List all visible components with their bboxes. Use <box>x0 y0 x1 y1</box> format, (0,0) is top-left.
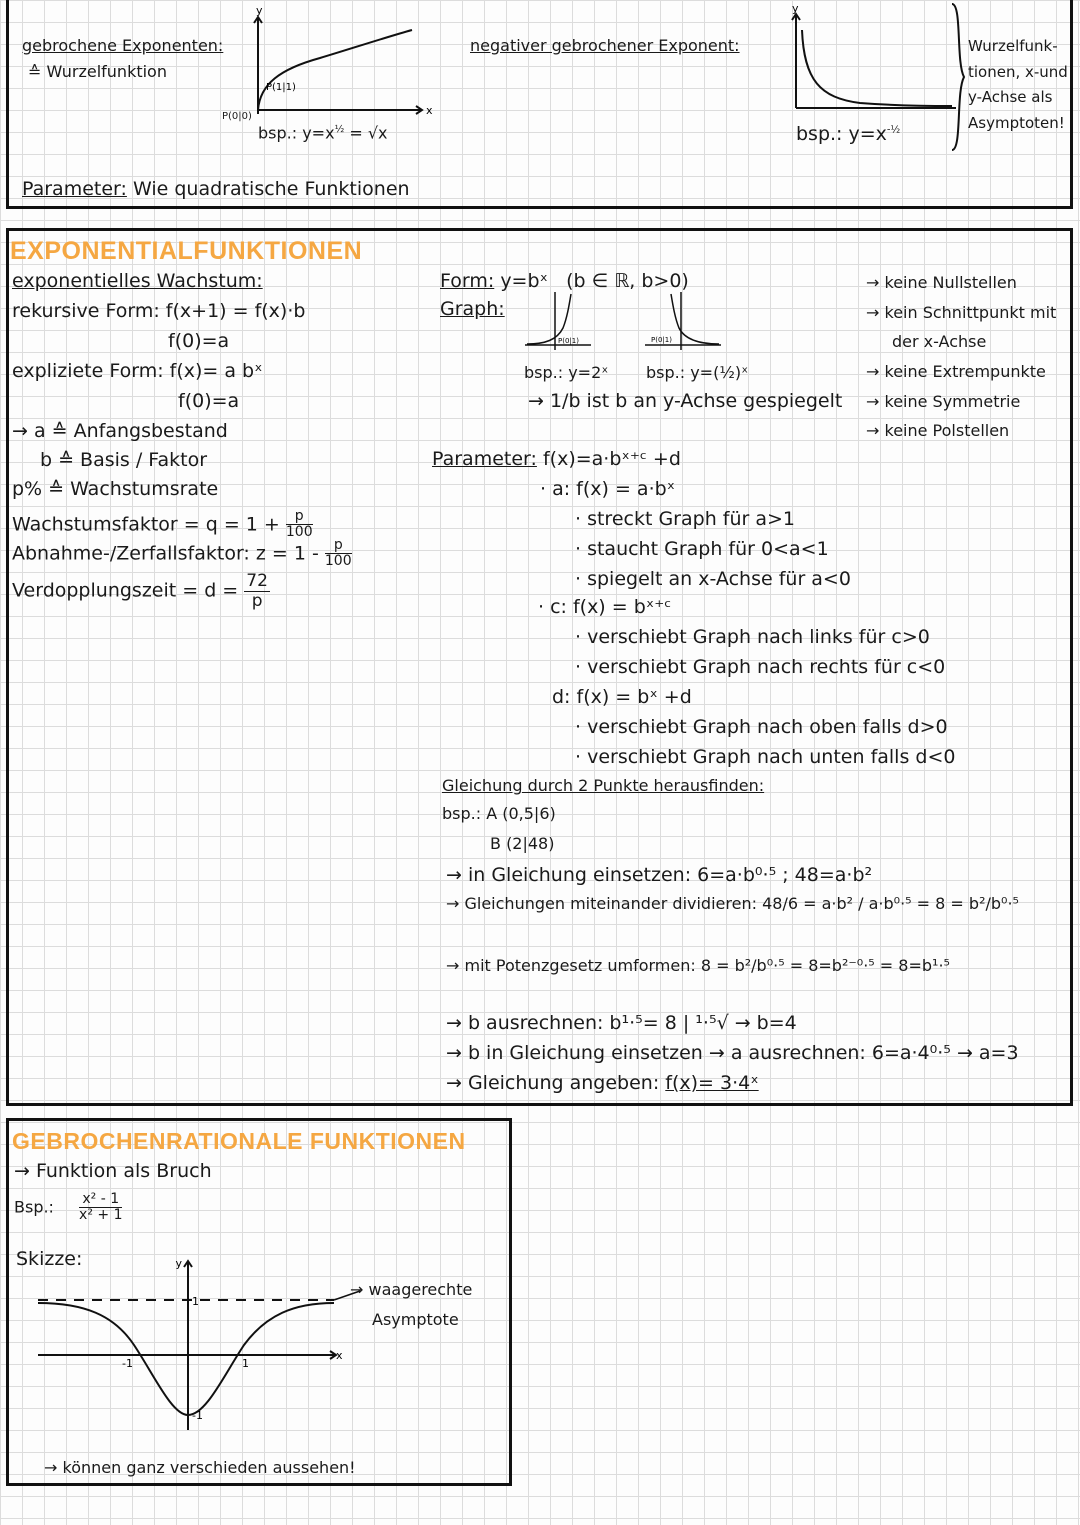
form-equation: y=bˣ <box>500 270 548 292</box>
parameter-equation <box>432 450 681 469</box>
property-6: → keine Polstellen <box>866 421 1010 440</box>
axis-y-label: y <box>792 2 799 15</box>
property-3: der x-Achse <box>892 332 987 351</box>
equation-title: Gleichung durch 2 Punkte herausfinden: <box>442 776 765 795</box>
c-item-2: · verschiebt Graph nach rechts für c<0 <box>575 656 946 678</box>
example-decay: bsp.: y=(½)ˣ <box>646 363 749 382</box>
axis-x-label: x <box>336 1349 343 1362</box>
decay-fraction <box>325 538 352 570</box>
negative-exponent-graph <box>780 2 960 110</box>
rational-sketch <box>34 1255 394 1435</box>
rational-line-1: → Funktion als Bruch <box>14 1160 212 1182</box>
param-label: Parameter: <box>432 448 537 470</box>
tick-label-top: 1 <box>192 1295 199 1308</box>
step-2-fraction: 48/6 = a·b² / a·b⁰·⁵ = 8 = b²/b⁰·⁵ <box>762 894 1019 913</box>
tick-label-min: -1 <box>192 1409 203 1422</box>
growth-frac-den: 100 <box>285 524 313 541</box>
decay-curve <box>802 30 952 106</box>
left-title: gebrochene Exponenten: <box>22 36 224 55</box>
property-4: → keine Extrempunkte <box>866 362 1046 381</box>
tick-label-neg1: -1 <box>122 1357 133 1370</box>
asymptote-label-2: Asymptote <box>372 1310 459 1329</box>
root-curve <box>258 30 412 110</box>
step-6 <box>446 1074 759 1093</box>
c-param-line: · c: f(x) = bˣ⁺ᶜ <box>538 596 672 618</box>
decay-factor-text: Abnahme-/Zerfallsfaktor: z = 1 - <box>12 542 319 565</box>
doubling-frac-num: 72 <box>246 571 268 591</box>
root-function-graph <box>240 4 440 124</box>
curly-brace <box>948 2 968 152</box>
brace-note: Wurzelfunk- tionen, x-und y-Achse als Asymptoten! <box>968 37 1068 132</box>
doubling-frac-den: p <box>251 590 263 611</box>
recursive-form: rekursive Form: f(x+1) = f(x)·b <box>12 300 306 322</box>
b-definition: b ≙ Basis / Faktor <box>40 449 208 471</box>
graph-point: P(0|1) <box>651 336 672 344</box>
rational-curve <box>38 1303 334 1415</box>
asymptote-label-1: → waagerechte <box>350 1280 473 1299</box>
a-item-2: · staucht Graph für 0<a<1 <box>575 538 829 560</box>
decay-factor <box>12 538 352 570</box>
growth-frac-num: p <box>286 509 313 525</box>
property-2: → kein Schnittpunkt mit <box>866 303 1057 322</box>
origin-label: P(0|0) <box>222 111 252 122</box>
a-item-1: · streckt Graph für a>1 <box>575 508 796 530</box>
property-1: → keine Nullstellen <box>866 273 1017 292</box>
step-3: → mit Potenzgesetz umformen: 8 = b²/b⁰·⁵ = 8=b²⁻⁰·⁵ = 8=b¹·⁵ <box>446 956 950 975</box>
rational-heading: GEBROCHENRATIONALE FUNKTIONEN <box>12 1128 466 1154</box>
left-subtitle: ≙ Wurzelfunktion <box>28 62 167 81</box>
recursive-init: f(0)=a <box>168 330 230 352</box>
step-2-text: → Gleichungen miteinander dividieren: <box>446 894 757 913</box>
mid-title: negativer gebrochener Exponent: <box>470 36 740 55</box>
left-example <box>258 125 388 141</box>
exponential-heading: EXPONENTIALFUNKTIONEN <box>10 237 363 265</box>
example-point-b: B (2|48) <box>490 834 555 853</box>
axis-y-label: y <box>175 1257 182 1270</box>
rational-ex-num: x² - 1 <box>79 1192 122 1208</box>
growth-fraction <box>286 509 313 541</box>
doubling-text: Verdopplungszeit = d = <box>12 579 239 602</box>
axis-x-label: x <box>426 104 433 117</box>
param-eq: f(x)=a·bˣ⁺ᶜ +d <box>542 448 681 470</box>
axis-y-label: y <box>256 4 263 17</box>
d-param-line: d: f(x) = bˣ +d <box>552 686 692 708</box>
rational-footer: → können ganz verschieden aussehen! <box>44 1458 356 1477</box>
exp-graph-decay <box>645 290 725 352</box>
left-example-text: bsp.: y=x <box>258 123 335 143</box>
form-condition: (b ∈ ℝ, b>0) <box>566 270 689 292</box>
step-6-result: f(x)= 3·4ˣ <box>665 1072 759 1094</box>
a-item-3: · spiegelt an x-Achse für a<0 <box>575 568 851 590</box>
decay-frac-num: p <box>325 538 352 554</box>
c-item-1: · verschiebt Graph nach links für c>0 <box>575 626 930 648</box>
mid-example-exp: -½ <box>886 124 901 136</box>
rational-example <box>14 1192 122 1224</box>
graph-point: P(0|1) <box>558 337 579 345</box>
step-6-text: → Gleichung angeben: <box>446 1072 660 1094</box>
example-point-a: bsp.: A (0,5|6) <box>442 804 556 823</box>
doubling-fraction <box>244 572 270 610</box>
d-item-1: · verschiebt Graph nach oben falls d>0 <box>575 716 948 738</box>
doubling-time <box>12 572 270 610</box>
left-example-root: = √x <box>349 123 388 143</box>
step-2 <box>446 896 1019 912</box>
mid-example-text: bsp.: y=x <box>796 123 887 145</box>
step-5: → b in Gleichung einsetzen → a ausrechnen: 6=a·4⁰·⁵ → a=3 <box>446 1042 1019 1064</box>
parameter-line <box>22 180 410 199</box>
form-label: Form: <box>440 270 495 292</box>
point-label: P(1|1) <box>266 82 296 93</box>
graph-label: Graph: <box>440 298 505 320</box>
a-param-line: · a: f(x) = a·bˣ <box>540 478 676 500</box>
rational-ex-den: x² + 1 <box>79 1207 123 1224</box>
rational-ex-label: Bsp.: <box>14 1197 54 1217</box>
d-item-2: · verschiebt Graph nach unten falls d<0 <box>575 746 956 768</box>
step-4: → b ausrechnen: b¹·⁵= 8 | ¹·⁵√ → b=4 <box>446 1012 797 1034</box>
rational-ex-fraction <box>79 1192 122 1224</box>
example-growth: bsp.: y=2ˣ <box>524 363 609 382</box>
mid-example <box>796 125 900 144</box>
p-definition: p% ≙ Wachstumsrate <box>12 478 219 500</box>
decay-frac-den: 100 <box>324 553 352 570</box>
sketch-label: Skizze: <box>16 1248 83 1270</box>
left-example-exp: ½ <box>334 124 345 135</box>
growth-factor-text: Wachstumsfaktor = q = 1 + <box>12 513 280 536</box>
explicit-form: expliziete Form: f(x)= a bˣ <box>12 360 263 382</box>
explicit-init: f(0)=a <box>178 390 240 412</box>
a-definition: → a ≙ Anfangsbestand <box>12 420 228 442</box>
growth-factor <box>12 509 313 541</box>
decay-curve <box>671 294 719 344</box>
mirror-note: → 1/b ist b an y-Achse gespiegelt <box>528 390 843 412</box>
parameter-label: Parameter: <box>22 178 127 200</box>
growth-title: exponentielles Wachstum: <box>12 270 263 292</box>
property-5: → keine Symmetrie <box>866 392 1021 411</box>
form-line <box>440 272 689 291</box>
exp-graph-growth <box>525 290 595 352</box>
tick-label-pos1: 1 <box>242 1357 249 1370</box>
step-1: → in Gleichung einsetzen: 6=a·b⁰·⁵ ; 48=a·b² <box>446 864 873 886</box>
parameter-text: Wie quadratische Funktionen <box>132 178 410 200</box>
